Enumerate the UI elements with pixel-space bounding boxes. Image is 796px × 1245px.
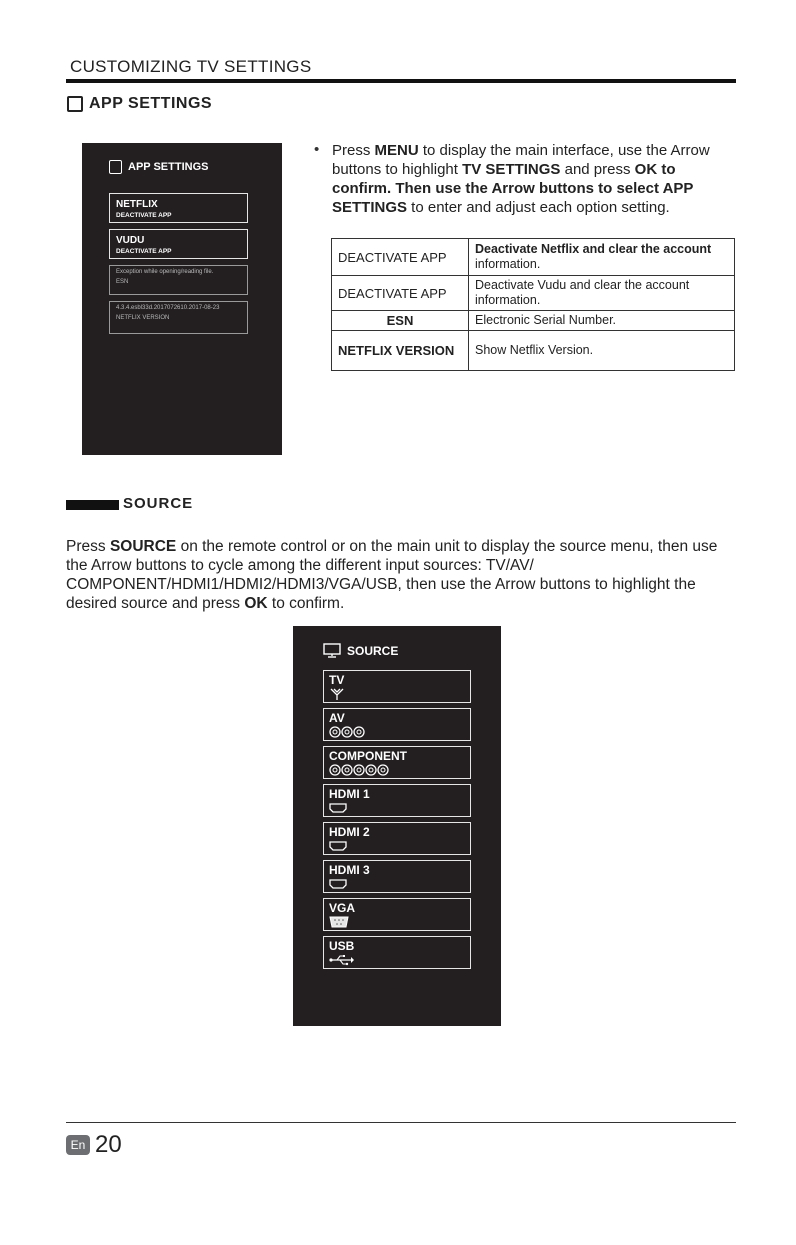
source-item-label: VGA <box>329 901 356 915</box>
table-desc-cell: Deactivate Netflix and clear the account information. <box>469 239 735 276</box>
table-desc-cell: Electronic Serial Number. <box>469 311 735 331</box>
table-option-cell: NETFLIX VERSION <box>332 331 469 371</box>
vga-icon <box>329 916 349 928</box>
source-item-tv[interactable] <box>323 670 471 703</box>
source-item-av[interactable] <box>323 708 471 741</box>
app-settings-instructions: Press MENU to display the main interface, use the Arrow buttons to highlight TV SETTINGS and press OK to confirm. Then use the Arrow buttons to select APP SETTINGS to enter and adjust each option setting. <box>332 142 710 216</box>
screen-title-text: APP SETTINGS <box>128 161 209 173</box>
page-header-title: CUSTOMIZING TV SETTINGS <box>70 57 312 76</box>
source-item-component[interactable] <box>323 746 471 779</box>
monitor-icon <box>323 643 341 658</box>
source-item-hdmi3[interactable] <box>323 860 471 893</box>
source-item-label: COMPONENT <box>329 749 407 763</box>
netflix-option[interactable] <box>109 193 248 223</box>
netflix-version-option[interactable] <box>109 301 248 334</box>
source-item-label: HDMI 3 <box>329 863 370 877</box>
screen-title-text: SOURCE <box>347 643 399 658</box>
source-item-hdmi2[interactable] <box>323 822 471 855</box>
table-option-cell: DEACTIVATE APP <box>332 276 469 311</box>
option-label: NETFLIX VERSION <box>116 315 170 321</box>
language-badge: En <box>66 1135 90 1155</box>
source-instructions: Press SOURCE on the remote control or on the main unit to display the source menu, then use the Arrow buttons to cycle among the different input sources: TV/AV/ COMPONENT/HDMI1/HDMI2/HDMI3/VGA/USB, then use the Arrow buttons to highlight the desired source and press OK to confirm. <box>66 538 718 612</box>
app-settings-screen <box>82 143 282 455</box>
component-icon <box>329 764 403 776</box>
page-number: 20 <box>95 1131 122 1158</box>
footer-divider <box>66 1122 736 1123</box>
table-option-cell: DEACTIVATE APP <box>332 239 469 276</box>
app-settings-heading <box>67 95 212 113</box>
source-item-label: AV <box>329 711 345 725</box>
hdmi-icon <box>329 802 347 814</box>
source-item-usb[interactable] <box>323 936 471 969</box>
table-row <box>332 331 735 371</box>
rca-icon <box>329 726 379 738</box>
option-sub: DEACTIVATE APP <box>116 212 172 219</box>
table-row <box>332 311 735 331</box>
bullet-marker: • <box>314 141 320 158</box>
option-value: 4.3.4.esbl33d.2017072610.2017-08-23 <box>116 305 220 311</box>
table-row <box>332 276 735 311</box>
hdmi-icon <box>329 840 347 852</box>
usb-icon <box>329 954 355 966</box>
source-item-label: HDMI 1 <box>329 787 370 801</box>
source-item-label: HDMI 2 <box>329 825 370 839</box>
app-settings-heading-text: APP SETTINGS <box>89 95 213 112</box>
table-row <box>332 239 735 276</box>
source-item-label: USB <box>329 939 355 953</box>
antenna-icon <box>329 688 345 700</box>
app-settings-screen-title <box>109 160 208 174</box>
source-item-hdmi1[interactable] <box>323 784 471 817</box>
source-heading: SOURCE <box>123 495 194 512</box>
hdmi-icon <box>329 878 347 890</box>
source-item-label: TV <box>329 673 345 687</box>
table-option-cell: ESN <box>332 311 469 331</box>
app-settings-table <box>331 238 735 371</box>
option-value: Exception while opening/reading file. <box>116 269 214 275</box>
table-desc-cell: Deactivate Vudu and clear the account information. <box>469 276 735 311</box>
source-screen-title <box>323 643 398 658</box>
settings-square-icon <box>109 160 122 174</box>
settings-square-icon <box>67 96 83 112</box>
vudu-option[interactable] <box>109 229 248 259</box>
option-label: NETFLIX <box>116 199 158 210</box>
esn-option[interactable] <box>109 265 248 295</box>
table-desc-cell: Show Netflix Version. <box>469 331 735 371</box>
source-screen <box>293 626 501 1026</box>
source-heading-bar <box>66 500 119 510</box>
header-divider <box>66 79 736 83</box>
option-label: ESN <box>116 279 129 285</box>
source-item-vga[interactable] <box>323 898 471 931</box>
option-sub: DEACTIVATE APP <box>116 248 172 255</box>
option-label: VUDU <box>116 235 145 246</box>
